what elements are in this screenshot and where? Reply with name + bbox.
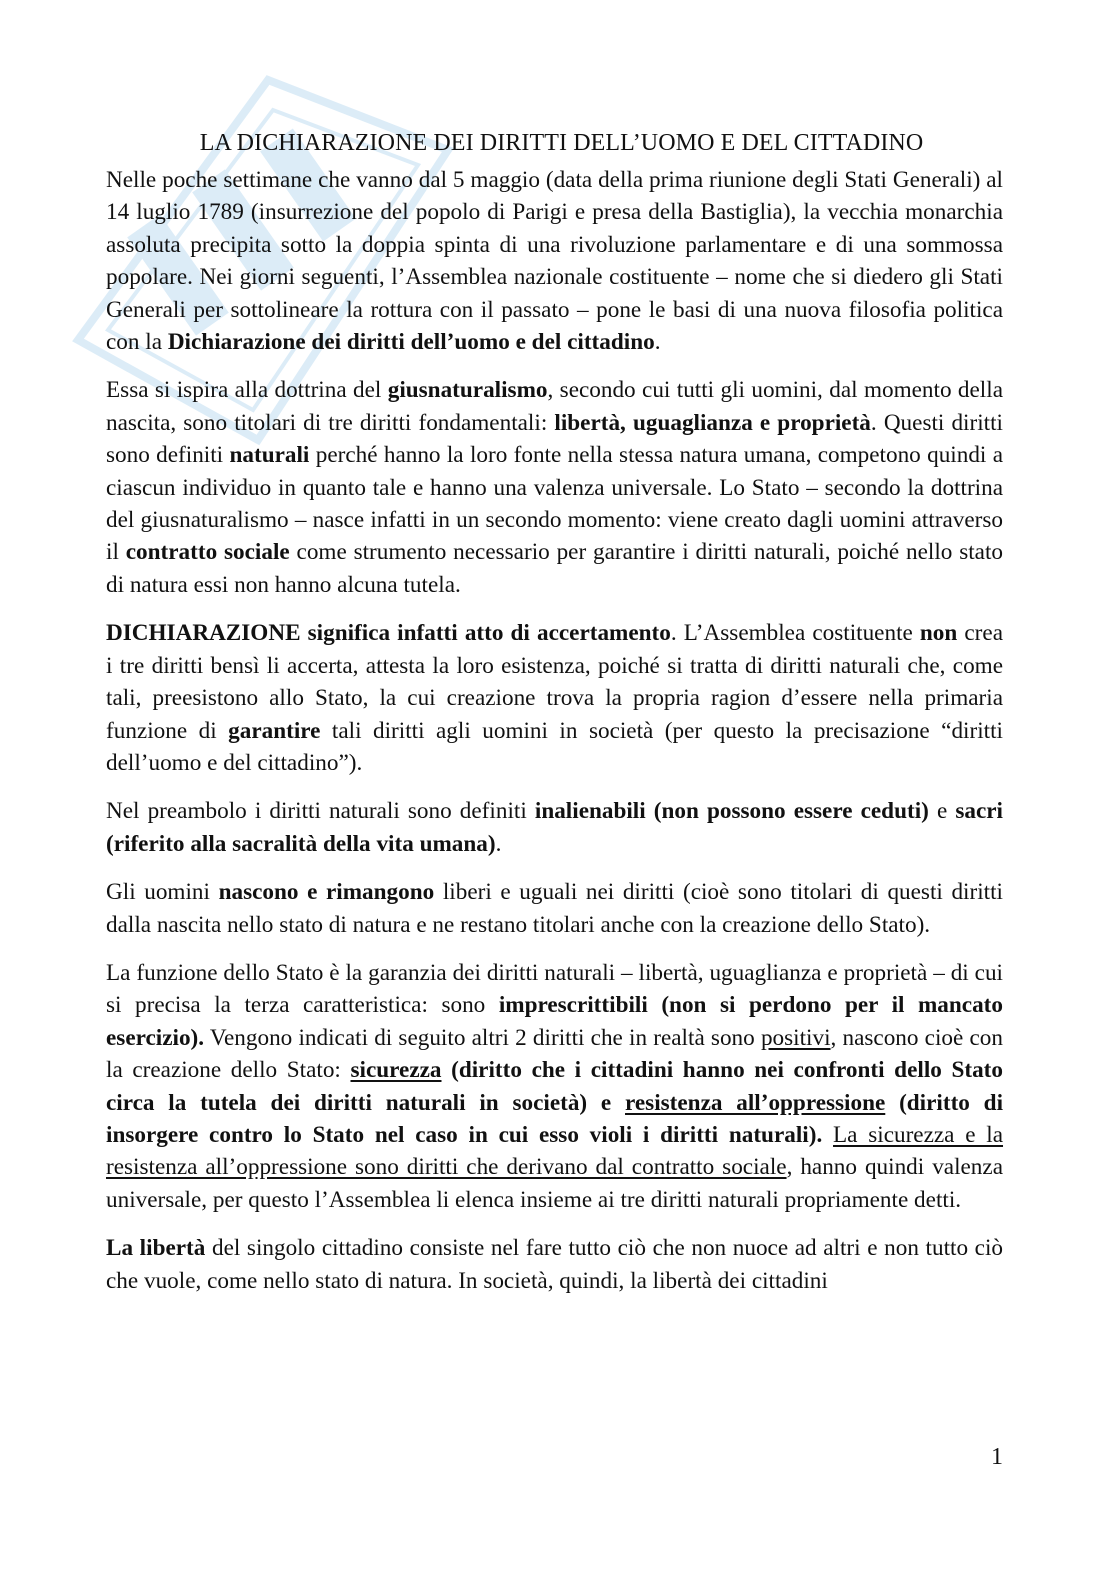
- bold-text: nascono e rimangono: [218, 879, 435, 906]
- underlined-text: positivi: [760, 1024, 831, 1051]
- paragraph: [106, 617, 1003, 779]
- text-run: Nelle poche settimane che vanno dal 5 maggio (data della prima riunione degli Stati Generali) al 14 luglio 1789 (insurrezione del popolo di Parigi e presa della Bastiglia), la vecchia monarchia assoluta precipita sotto la doppia spinta di una rivoluzione parlamentare e di una sommossa popolare. Nei giorni seguenti, l’Assemblea nazionale costituente – nome che si diedero gli Stati Generali per sottolineare la rottura con il passato – pone le basi di una nuova filosofia politica con la: [106, 167, 1003, 356]
- bold-text: Dichiarazione dei diritti dell’uomo e del cittadino: [167, 329, 655, 356]
- bold-text: garantire: [228, 717, 321, 744]
- paragraph: [106, 876, 1003, 941]
- text-run: . L’Assemblea costituente: [670, 620, 920, 647]
- page-number: 1: [991, 1444, 1003, 1470]
- bold-text: imprescrittibili (non si perdono per il mancato esercizio).: [106, 992, 1003, 1051]
- underlined-text: La sicurezza e la resistenza all’oppressione sono diritti che derivano dal contratto sociale: [106, 1121, 1004, 1181]
- text-run: . Questi diritti sono definiti: [106, 409, 1003, 469]
- text-run: come strumento necessario per garantire i diritti naturali, poiché nello stato di natura essi non hanno alcuna tutela.: [106, 539, 1003, 598]
- bold-text: (diritto che i cittadini hanno nei confronti dello Stato circa la tutela dei diritti naturali in società) e: [106, 1057, 1003, 1116]
- document-title: LA DICHIARAZIONE DEI DIRITTI DELL’UOMO E DEL CITTADINO: [199, 130, 924, 156]
- bold-text: DICHIARAZIONE significa infatti atto di accertamento: [106, 620, 671, 647]
- text-run: Vengono indicati di seguito altri 2 diritti che in realtà sono: [204, 1024, 761, 1051]
- text-run: perché hanno la loro fonte nella stessa natura umana, competono quindi a ciascun individuo in quanto tale e hanno una valenza universale. Lo Stato – secondo la dottrina del giusnaturalismo – nasce infatti in un secondo momento: viene creato dagli uomini attraverso il: [106, 442, 1003, 566]
- bold-text: inalienabili (non possono essere ceduti): [534, 798, 929, 825]
- text-run: .: [495, 830, 502, 857]
- bold-text: (diritto di insorgere contro lo Stato nel caso in cui esso violi i diritti naturali).: [106, 1089, 1004, 1148]
- text-run: e: [928, 798, 956, 825]
- bold-text: resistenza all’oppressione: [625, 1089, 886, 1116]
- bold-text: contratto sociale: [125, 539, 290, 566]
- text-run: Gli uomini: [106, 879, 219, 906]
- text-run: .: [654, 329, 661, 356]
- text-run: La funzione dello Stato è la garanzia dei diritti naturali – libertà, uguaglianza e proprietà – di cui si precisa la terza caratteristica: sono: [106, 959, 1003, 1019]
- paragraph: [106, 164, 1003, 358]
- paragraph: [106, 957, 1003, 1216]
- text-run: Essa si ispira alla dottrina del: [106, 377, 388, 404]
- bold-text: sacri (riferito alla sacralità della vita umana): [106, 798, 1003, 857]
- text-run: tali diritti agli uomini in società (per questo la precisazione “diritti dell’uomo e del cittadino”).: [106, 717, 1003, 776]
- bold-text: non: [919, 620, 958, 647]
- bold-text: libertà, uguaglianza e proprietà: [554, 409, 871, 436]
- text-run: Nel preambolo i diritti naturali sono definiti: [106, 798, 535, 825]
- bold-text: La libertà: [106, 1235, 206, 1262]
- paragraph: [106, 795, 1003, 860]
- text-run: [822, 1122, 833, 1148]
- text-run: del singolo cittadino consiste nel fare tutto ciò che non nuoce ad altri e non tutto ciò che vuole, come nello stato di natura. In società, quindi, la libertà dei cittadini: [106, 1235, 1003, 1294]
- text-run: crea i tre diritti bensì li accerta, attesta la loro esistenza, poiché si tratta di diritti naturali che, come tali, preesistono allo Stato, la cui creazione trova la propria ragion d’essere nella primaria funzione di: [106, 620, 1003, 744]
- text-run: , secondo cui tutti gli uomini, dal momento della nascita, sono titolari di tre diritti fondamentali:: [106, 377, 1003, 436]
- text-run: , nascono cioè con la creazione dello Stato:: [106, 1024, 1003, 1084]
- paragraph: [106, 1232, 1003, 1297]
- document-page: [106, 128, 1003, 1313]
- document-body: [106, 164, 1003, 1297]
- text-run: , hanno quindi valenza universale, per questo l’Assemblea li elenca insieme ai tre diritti naturali propriamente detti.: [106, 1154, 1003, 1213]
- paragraph: [106, 374, 1003, 601]
- bold-text: giusnaturalismo: [387, 377, 548, 404]
- text-run: liberi e uguali nei diritti (cioè sono titolari di questi diritti dalla nascita nello stato di natura e ne restano titolari anche con la creazione dello Stato).: [106, 879, 1003, 938]
- bold-text: sicurezza: [350, 1057, 442, 1084]
- bold-text: naturali: [229, 442, 310, 469]
